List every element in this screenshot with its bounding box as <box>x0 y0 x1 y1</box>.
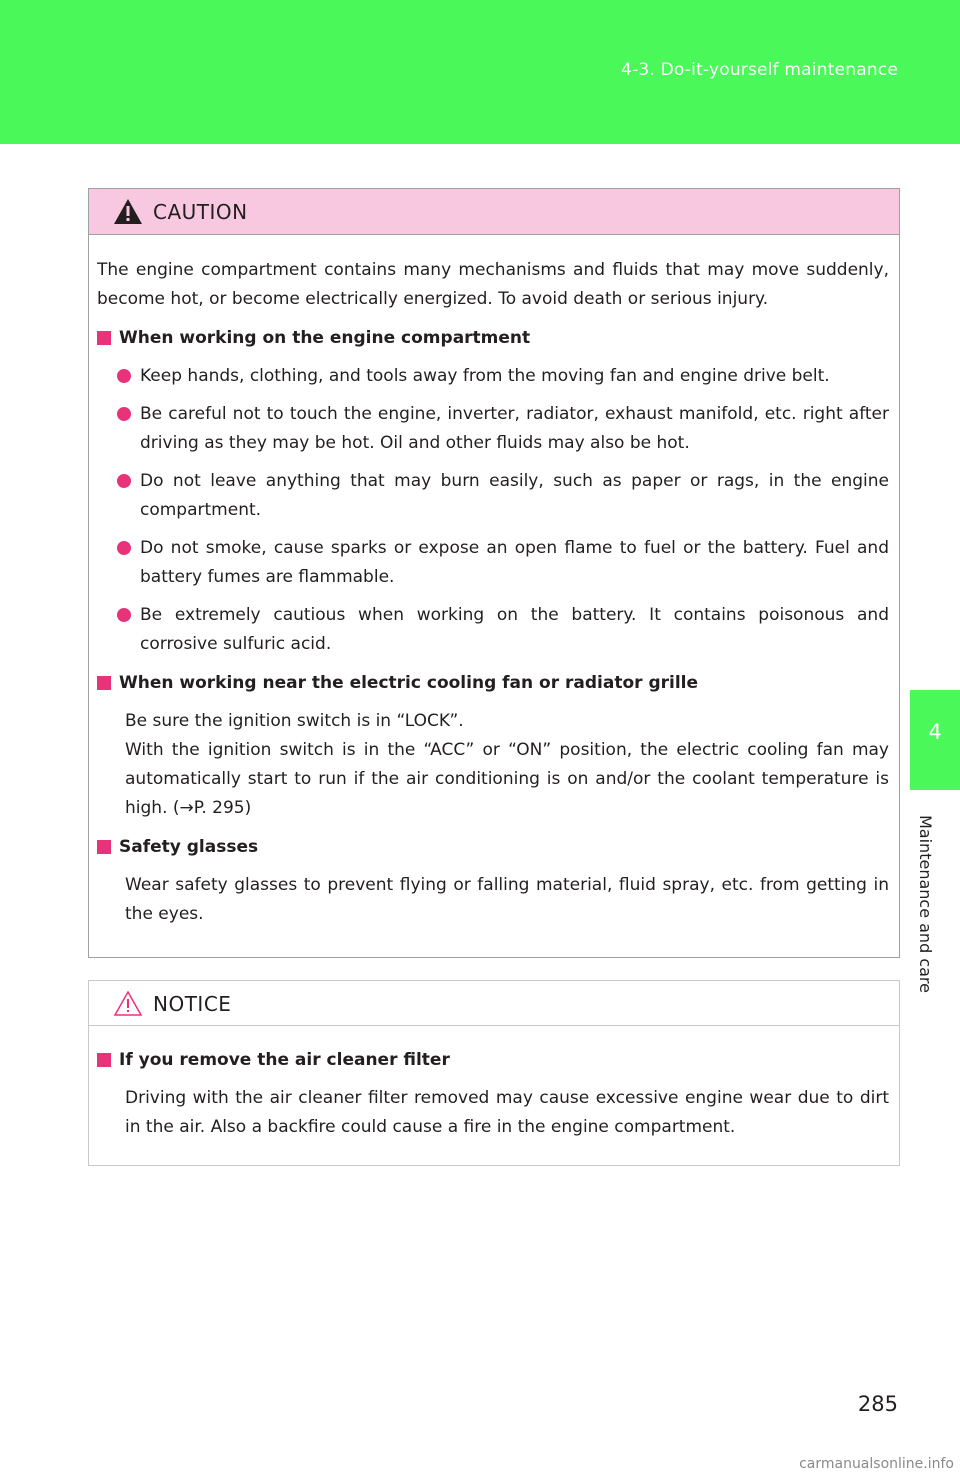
warning-icon <box>113 198 143 225</box>
chapter-label: Maintenance and care <box>916 815 935 993</box>
list-item: Be extremely cautious when working on the battery. It contains poisonous and corrosive sulfuric acid. <box>97 601 889 659</box>
notice-icon <box>113 990 143 1017</box>
bullet-icon <box>117 608 131 622</box>
list-item: Keep hands, clothing, and tools away from the moving fan and engine drive belt. <box>97 362 889 391</box>
section-text: Wear safety glasses to prevent flying or falling material, fluid spray, etc. from getting in the eyes. <box>125 875 889 924</box>
list-item: Be careful not to touch the engine, inverter, radiator, exhaust manifold, etc. right after driving as they may be hot. Oil and other fluids may also be hot. <box>97 400 889 458</box>
section-text: Driving with the air cleaner filter removed may cause excessive engine wear due to dirt in the air. Also a backfire could cause a fire in the engine compartment. <box>125 1088 889 1137</box>
notice-box <box>88 980 900 1166</box>
square-bullet-icon <box>97 676 111 690</box>
section-heading: If you remove the air cleaner filter <box>97 1046 889 1075</box>
caution-header <box>89 189 899 235</box>
section-heading: When working on the engine compartment <box>97 324 889 353</box>
list-item: Do not leave anything that may burn easily, such as paper or rags, in the engine compartment. <box>97 467 889 525</box>
section-heading: When working near the electric cooling fan or radiator grille <box>97 669 889 698</box>
bullet-icon <box>117 541 131 555</box>
caution-box <box>88 188 900 958</box>
square-bullet-icon <box>97 1053 111 1067</box>
chapter-number: 4 <box>928 720 942 744</box>
page-number: 285 <box>857 1392 898 1416</box>
notice-title: NOTICE <box>153 992 232 1016</box>
section-heading: Safety glasses <box>97 833 889 862</box>
section-title: 4-3. Do-it-yourself maintenance <box>621 60 898 80</box>
watermark: carmanualsonline.info <box>799 1456 954 1472</box>
section-text: Be sure the ignition switch is in “LOCK”. With the ignition switch is in the “ACC” or “ON” position, the electric cooling fan may automatically start to run if the air conditioning is on and/or the coolant temperature is high. (→P. 295) <box>125 711 889 818</box>
bullet-icon <box>117 474 131 488</box>
caution-intro: The engine compartment contains many mechanisms and fluids that may move suddenly, become hot, or become electrically energized. To avoid death or serious injury. <box>97 260 889 309</box>
square-bullet-icon <box>97 840 111 854</box>
chapter-tab <box>910 690 960 790</box>
list-item: Do not smoke, cause sparks or expose an open flame to fuel or the battery. Fuel and battery fumes are flammable. <box>97 534 889 592</box>
bullet-icon <box>117 407 131 421</box>
page-header <box>0 0 960 144</box>
bullet-icon <box>117 369 131 383</box>
notice-header <box>89 981 899 1026</box>
square-bullet-icon <box>97 331 111 345</box>
caution-title: CAUTION <box>153 200 248 224</box>
